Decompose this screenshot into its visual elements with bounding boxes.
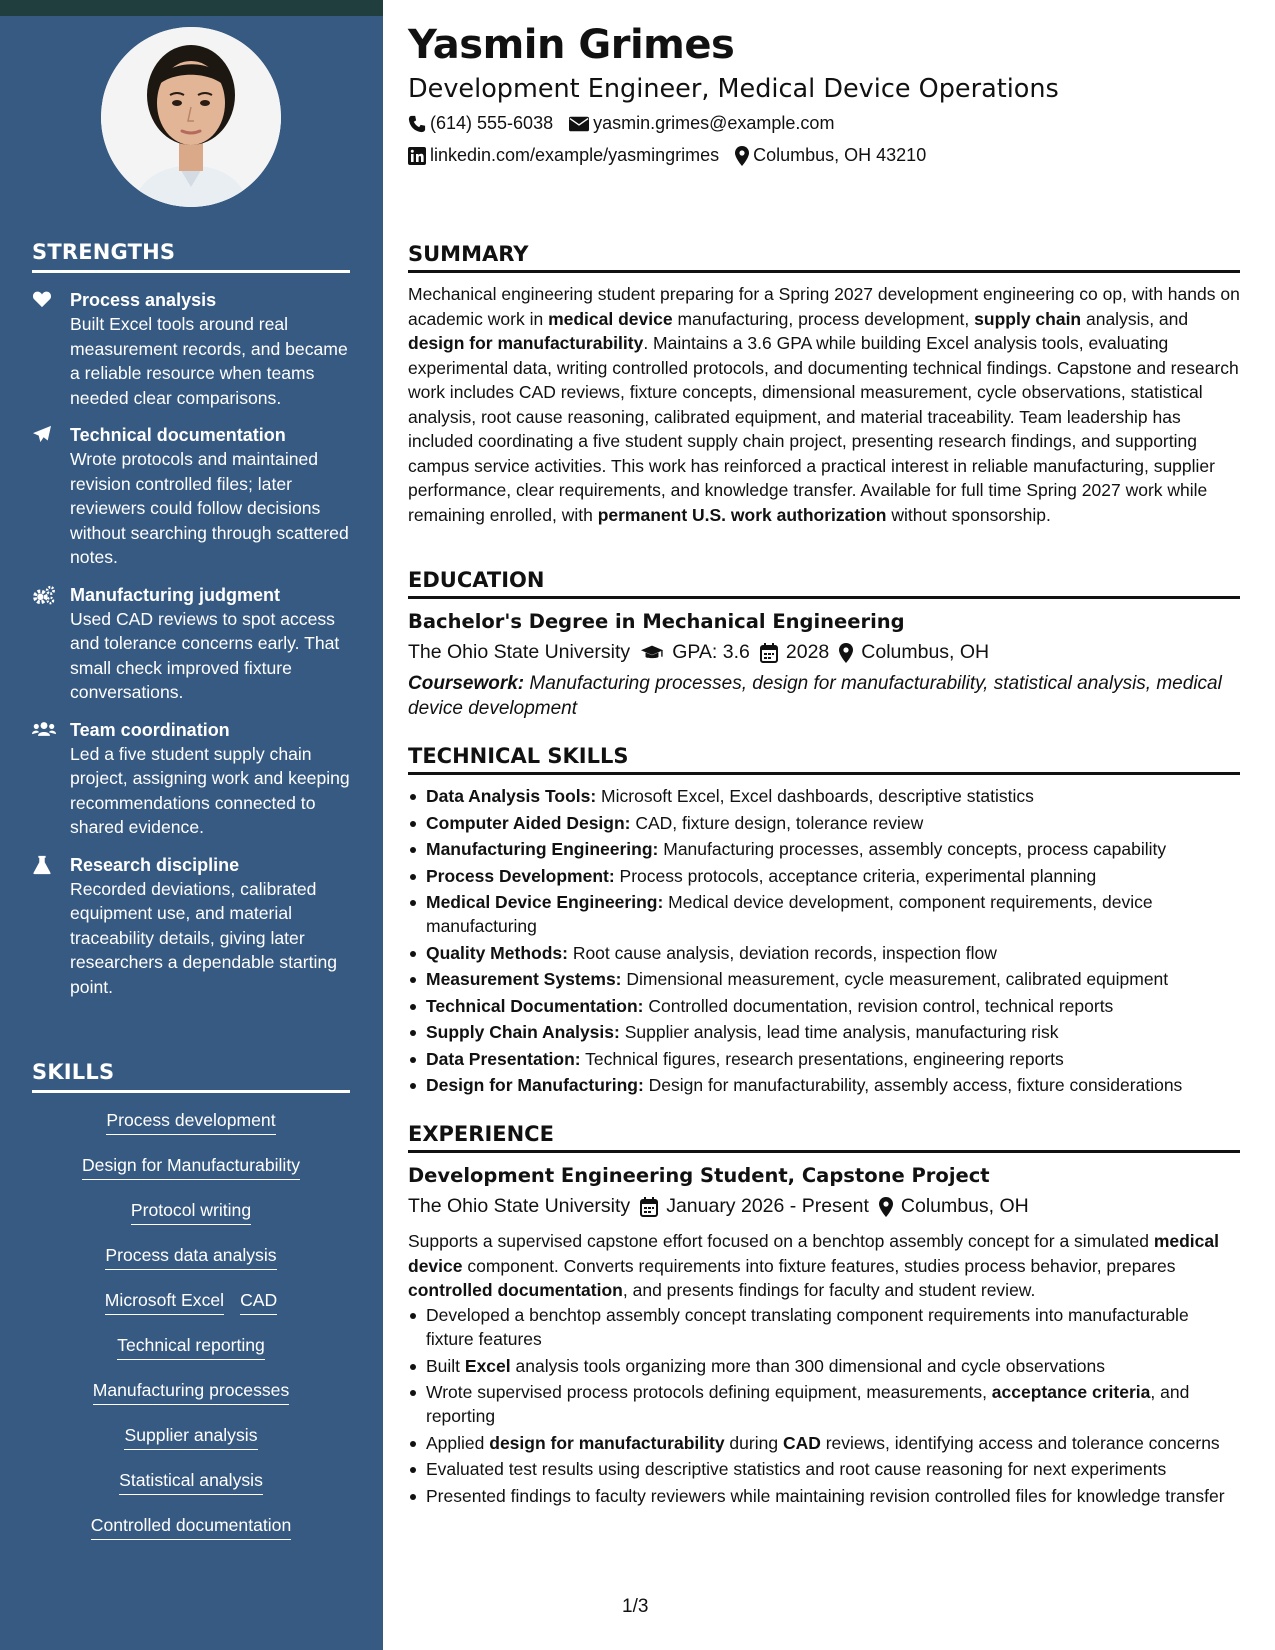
contact-phone — [408, 113, 553, 134]
strength-title: Manufacturing judgment — [70, 584, 280, 605]
gpa-text: GPA: 3.6 — [672, 641, 750, 663]
employer-name: The Ohio State University — [408, 1195, 631, 1217]
technical-skill-text: Microsoft Excel, Excel dashboards, descriptive statistics — [596, 786, 1034, 806]
strength-item — [32, 718, 354, 840]
employment-location: Columbus, OH — [900, 1195, 1029, 1217]
technical-skill-item — [408, 864, 1240, 888]
technical-skills-list — [408, 784, 1240, 1100]
technical-skill-text: Technical figures, research presentations, engineering reports — [580, 1048, 1064, 1069]
experience-heading: EXPERIENCE — [408, 1122, 1240, 1153]
technical-skill-label: Process Development: — [426, 865, 615, 886]
technical-skill-label: Data Presentation: — [426, 1048, 581, 1069]
strengths-list — [32, 288, 354, 1012]
experience-bullet-text: during — [724, 1432, 783, 1453]
experience-bullet-text: Evaluated test results using descriptive statistics and root cause reasoning for next experiments — [426, 1459, 1167, 1479]
skill-row — [32, 1153, 350, 1198]
experience-bullet-text: , and reporting — [426, 1382, 1190, 1426]
skill-row — [32, 1198, 350, 1243]
calendar-icon — [760, 643, 778, 663]
paper-plane-icon — [32, 425, 54, 445]
strength-title: Team coordination — [70, 719, 230, 740]
experience-bullet-bold: Excel — [464, 1355, 511, 1376]
technical-skill-text: Root cause analysis, deviation records, inspection flow — [567, 942, 997, 963]
skill-row — [32, 1243, 350, 1288]
strength-item — [32, 583, 354, 705]
map-pin-icon — [735, 146, 749, 166]
exp-location-item — [879, 1195, 1029, 1218]
skill-row — [32, 1513, 350, 1558]
experience-bullet-text: analysis tools organizing more than 300 dimensional and cycle observations — [510, 1355, 1106, 1376]
strength-title: Technical documentation — [70, 425, 286, 445]
technical-skill-text: CAD, fixture design, tolerance review — [630, 812, 924, 833]
strength-title: Process analysis — [70, 290, 217, 310]
school-location: Columbus, OH — [861, 641, 990, 663]
experience-bullet — [408, 1484, 1240, 1508]
skill-row — [32, 1333, 350, 1378]
skill-tag: Controlled documentation — [91, 1513, 292, 1540]
employment-dates: January 2026 - Present — [666, 1195, 869, 1217]
skill-tag: Microsoft Excel — [105, 1288, 224, 1315]
technical-skill-text: Medical device development, component requirements, device manufacturing — [426, 892, 1153, 936]
graduation-cap-icon — [640, 644, 664, 662]
skill-row — [32, 1378, 350, 1423]
experience-bullet — [408, 1457, 1240, 1481]
skill-tag: Process data analysis — [105, 1243, 276, 1270]
summary-bold: medical device — [548, 308, 673, 329]
summary-text: analysis, and — [1081, 308, 1189, 329]
degree-title: Bachelor's Degree in Mechanical Engineering — [408, 610, 905, 633]
avatar — [101, 27, 281, 207]
location-text: Columbus, OH 43210 — [753, 145, 927, 165]
strengths-heading: STRENGTHS — [32, 240, 350, 273]
education-heading: EDUCATION — [408, 568, 1240, 599]
experience-bullet-bold: design for manufacturability — [489, 1432, 725, 1453]
experience-bullet-text: Applied — [426, 1432, 490, 1453]
technical-skill-item — [408, 1047, 1240, 1071]
coursework-label: Coursework: — [408, 673, 525, 694]
summary-text: . Maintains a 3.6 GPA while building Excel analysis tools, evaluating experimental data, writing controlled protocols, and documenting technical findings. Capstone and research work includes CAD reviews, fixture concepts, dimensional measurement, cycle observations, statistical analysis, root cause reasoning, calibrated equipment, and material traceability. Team leadership has included coordinating a five student supply chain project, presenting research findings, and supporting campus service activities. This work has reinforced a practical interest in reliable manufacturing, supplier performance, clear requirements, and knowledge transfer. Available for full time Spring 2027 work while remaining enrolled, with — [408, 333, 1239, 525]
technical-skill-label: Manufacturing Engineering: — [426, 839, 659, 859]
experience-intro-text: Supports a supervised capstone effort focused on a benchtop assembly concept for a simulated — [408, 1231, 1154, 1251]
skill-tag: Manufacturing processes — [93, 1378, 290, 1405]
skills-list — [32, 1108, 350, 1558]
technical-skill-item — [408, 1020, 1240, 1044]
experience-meta — [408, 1195, 1029, 1218]
technical-skills-heading: TECHNICAL SKILLS — [408, 744, 1240, 775]
technical-skill-item — [408, 784, 1240, 808]
strength-description: Built Excel tools around real measurement records, and became a reliable resource when teams needed clear comparisons. — [70, 314, 348, 408]
summary-heading: SUMMARY — [408, 242, 1240, 273]
experience-bullet-text: Built — [426, 1355, 465, 1376]
experience-bullet — [408, 1303, 1240, 1351]
education-meta — [408, 641, 989, 664]
strength-item — [32, 423, 354, 570]
strength-description: Recorded deviations, calibrated equipment use, and material traceability details, giving later researchers a dependable starting point. — [70, 878, 338, 997]
strength-item — [32, 853, 354, 1000]
avatar-portrait — [101, 27, 281, 207]
technical-skill-label: Computer Aided Design: — [426, 812, 631, 833]
technical-skill-text: Manufacturing processes, assembly concepts, process capability — [658, 839, 1167, 859]
experience-bullets — [408, 1303, 1240, 1510]
skill-row — [32, 1288, 350, 1333]
technical-skill-item — [408, 994, 1240, 1018]
summary-text: manufacturing, process development, — [672, 308, 975, 329]
email-link[interactable]: yasmin.grimes@example.com — [593, 113, 835, 133]
skill-tag: Protocol writing — [131, 1198, 251, 1225]
calendar-icon — [640, 1197, 658, 1217]
technical-skill-text: Process protocols, acceptance criteria, experimental planning — [614, 865, 1097, 886]
gpa-item — [640, 641, 750, 664]
skill-row — [32, 1108, 350, 1153]
strength-description: Wrote protocols and maintained revision controlled files; later reviewers could follow decisions without searching through scattered notes. — [70, 449, 349, 567]
heart-icon — [32, 290, 54, 310]
sidebar — [0, 0, 383, 1650]
technical-skill-text: Dimensional measurement, cycle measurement, calibrated equipment — [621, 969, 1169, 989]
experience-bullet-text: Wrote supervised process protocols defining equipment, measurements, — [426, 1382, 992, 1402]
gears-icon — [32, 585, 54, 605]
technical-skill-text: Design for manufacturability, assembly access, fixture considerations — [643, 1075, 1183, 1095]
technical-skill-label: Quality Methods: — [426, 942, 568, 963]
strength-title: Research discipline — [70, 854, 240, 875]
technical-skill-text: Supplier analysis, lead time analysis, manufacturing risk — [619, 1022, 1059, 1042]
skill-tag: CAD — [240, 1288, 277, 1315]
graduation-year: 2028 — [785, 641, 830, 663]
summary-text — [408, 282, 1240, 527]
technical-skill-label: Supply Chain Analysis: — [426, 1022, 620, 1042]
experience-intro-bold: medical device — [408, 1231, 1220, 1276]
linkedin-icon — [408, 147, 426, 165]
technical-skill-label: Design for Manufacturing: — [426, 1075, 644, 1095]
contact-row — [408, 113, 834, 134]
experience-bullet-bold: CAD — [782, 1432, 821, 1453]
skill-tag: Process development — [106, 1108, 275, 1135]
experience-bullet — [408, 1431, 1240, 1455]
technical-skill-item — [408, 890, 1240, 938]
summary-text: without sponsorship. — [886, 504, 1051, 525]
flask-icon — [32, 855, 54, 875]
strength-description: Used CAD reviews to spot access and tolerance concerns early. That small check improved fixture conversations. — [70, 608, 340, 702]
strength-description: Led a five student supply chain project, assigning work and keeping recommendations connected to shared evidence. — [70, 743, 350, 837]
summary-bold: supply chain — [974, 308, 1082, 329]
skill-row — [32, 1468, 350, 1513]
contact-linkedin[interactable] — [408, 145, 719, 166]
map-pin-icon — [879, 1197, 893, 1217]
technical-skill-item — [408, 941, 1240, 965]
users-icon — [32, 720, 54, 740]
candidate-title: Development Engineer, Medical Device Operations — [408, 74, 1059, 104]
map-pin-icon — [839, 643, 853, 663]
dates-item — [640, 1195, 869, 1218]
edu-location-item — [839, 641, 989, 664]
page-number: 1/3 — [622, 1596, 649, 1617]
technical-skill-text: Controlled documentation, revision control, technical reports — [643, 995, 1114, 1016]
technical-skill-label: Medical Device Engineering: — [426, 892, 664, 912]
experience-bullet-text: Developed a benchtop assembly concept translating component requirements into manufacturable fixture features — [426, 1305, 1189, 1349]
candidate-name: Yasmin Grimes — [408, 22, 735, 68]
coursework-text: Manufacturing processes, design for manufacturability, statistical analysis, medical device development — [408, 673, 1222, 719]
skill-tag: Design for Manufacturability — [82, 1153, 300, 1180]
experience-bullet-text: Presented findings to faculty reviewers while maintaining revision controlled files for knowledge transfer — [426, 1485, 1225, 1506]
experience-bullet-bold: acceptance criteria — [991, 1382, 1151, 1402]
linkedin-link[interactable]: linkedin.com/example/yasmingrimes — [430, 145, 720, 165]
technical-skill-item — [408, 967, 1240, 991]
experience-intro — [408, 1229, 1240, 1303]
strength-item — [32, 288, 354, 410]
school-name: The Ohio State University — [408, 641, 631, 663]
experience-intro-text: , and presents findings for faculty and student review. — [622, 1280, 1036, 1300]
phone-text: (614) 555-6038 — [430, 113, 554, 133]
experience-bullet — [408, 1380, 1240, 1428]
skill-row — [32, 1423, 350, 1468]
skill-tag: Supplier analysis — [124, 1423, 257, 1450]
technical-skill-item — [408, 837, 1240, 861]
skill-tag: Technical reporting — [117, 1333, 265, 1360]
contact-email[interactable] — [569, 113, 834, 134]
summary-bold: permanent U.S. work authorization — [597, 504, 887, 525]
experience-bullet-text: reviews, identifying access and tolerance concerns — [820, 1432, 1220, 1453]
coursework — [408, 672, 1240, 721]
contact-row-2 — [408, 145, 926, 166]
technical-skill-label: Data Analysis Tools: — [426, 786, 597, 806]
year-item — [760, 641, 829, 664]
technical-skill-item — [408, 1073, 1240, 1097]
phone-icon — [408, 115, 426, 133]
summary-text: Mechanical engineering student preparing for a Spring 2027 development engineering co op, with hands on academic work in — [408, 284, 1240, 329]
technical-skill-label: Measurement Systems: — [426, 969, 622, 989]
sidebar-top-bar — [0, 0, 383, 16]
technical-skill-label: Technical Documentation: — [426, 995, 644, 1016]
skills-heading: SKILLS — [32, 1060, 350, 1093]
envelope-icon — [569, 116, 589, 132]
skill-tag: Statistical analysis — [119, 1468, 263, 1495]
contact-location — [735, 145, 926, 166]
technical-skill-item — [408, 811, 1240, 835]
experience-intro-text: component. Converts requirements into fixture features, studies process behavior, prepares — [462, 1255, 1176, 1276]
summary-bold: design for manufacturability — [408, 333, 644, 353]
experience-bullet — [408, 1354, 1240, 1378]
experience-intro-bold: controlled documentation — [408, 1280, 623, 1300]
experience-role: Development Engineering Student, Capstone Project — [408, 1164, 990, 1187]
